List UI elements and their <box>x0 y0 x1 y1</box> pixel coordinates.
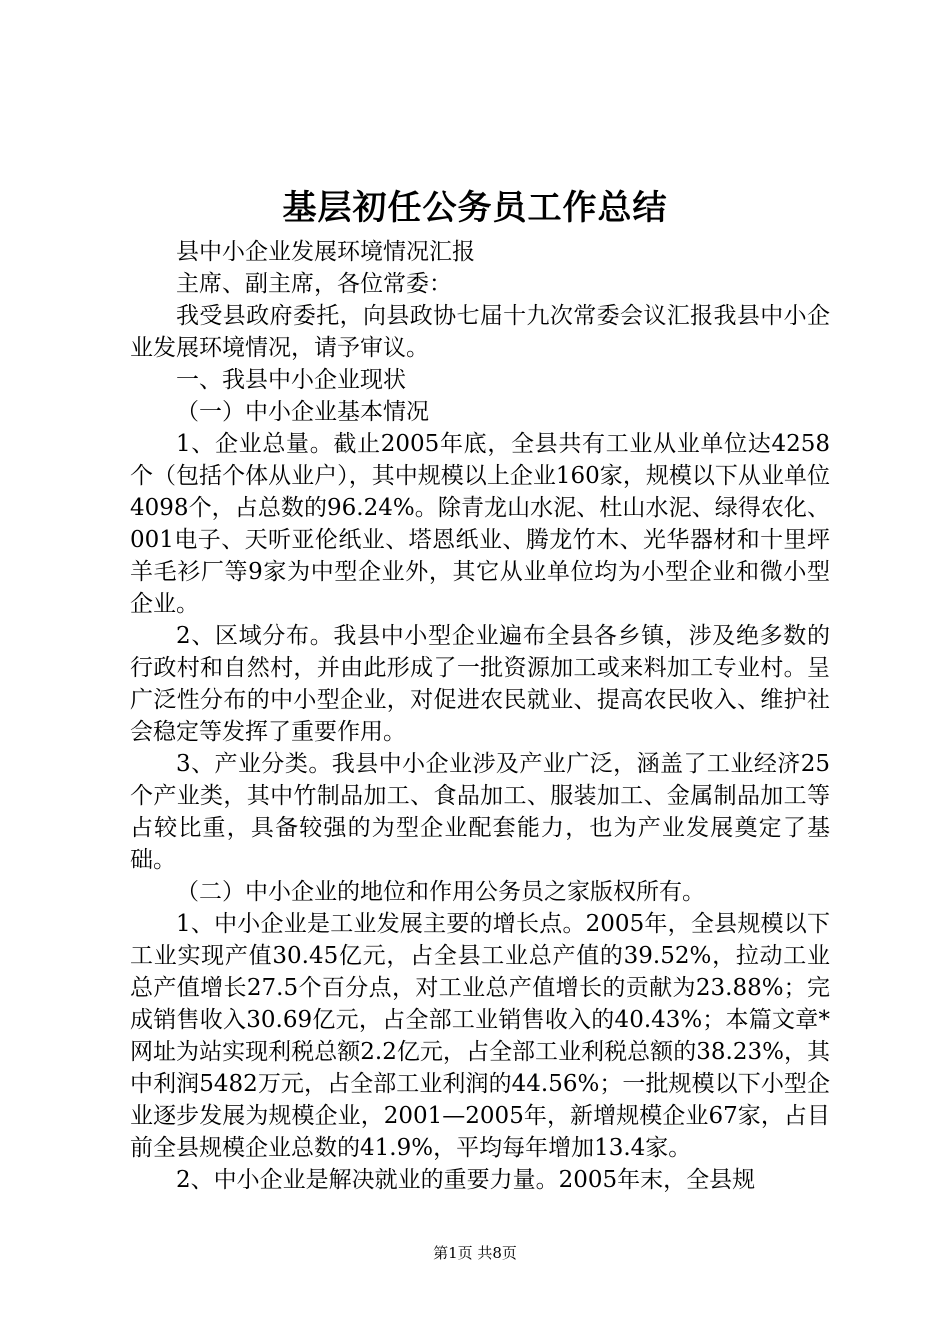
paragraph-growth-point: 1、中小企业是工业发展主要的增长点。2005年，全县规模以下工业实现产值30.45亿元，占全县工业总产值的39.52%，拉动工业总产值增长27.5个百分点，对工业总产值增长的贡献为23.88%；完成销售收入30.69亿元，占全部工业销售收入的40.43%；本篇文章*网址为站实现利税总额2.2亿元，占全部工业利税总额的38.23%，其中利润5482万元，占全部工业利润的44.56%；一批规模以下小型企业逐步发展为规模企业，2001—2005年，新增规模企业67家，占目前全县规模企业总数的41.9%，平均每年增加13.4家。 <box>130 911 830 1161</box>
paragraph-industry-classification: 3、产业分类。我县中小企业涉及产业广泛，涵盖了工业经济25个产业类，其中竹制品加工、食品加工、服装加工、金属制品加工等占较比重，具备较强的为型企业配套能力，也为产业发展奠定了基础。 <box>130 751 830 873</box>
document-body <box>130 236 830 1196</box>
document-title: 基层初任公务员工作总结 <box>282 188 668 228</box>
paragraph-regional-distribution: 2、区域分布。我县中小型企业遍布全县各乡镇，涉及绝多数的行政村和自然村，并由此形成了一批资源加工或来料加工专业村。呈广泛性分布的中小型企业，对促进农民就业、提高农民收入、维护社会稳定等发挥了重要作用。 <box>130 623 830 745</box>
subsection-heading-2: （二）中小企业的地位和作用公务员之家版权所有。 <box>176 879 705 905</box>
section-heading-1: 一、我县中小企业现状 <box>176 367 406 393</box>
paragraph-enterprise-total: 1、企业总量。截止2005年底，全县共有工业从业单位达4258个（包括个体从业户），其中规模以上企业160家，规模以下从业单位4098个，占总数的96.24%。除青龙山水泥、杜山水泥、绿得农化、001电子、天听亚伦纸业、塔恩纸业、腾龙竹木、光华器材和十里坪羊毛衫厂等9家为中型企业外，其它从业单位均为小型企业和微小型企业。 <box>130 431 830 617</box>
paragraph-intro: 我受县政府委托，向县政协七届十九次常委会议汇报我县中小企业发展环境情况，请予审议。 <box>130 303 830 361</box>
paragraph-report-heading: 县中小企业发展环境情况汇报 <box>176 239 475 265</box>
subsection-heading-1: （一）中小企业基本情况 <box>176 399 429 425</box>
paragraph-salutation: 主席、副主席，各位常委： <box>176 271 452 297</box>
page-number-footer: 第1页 共8页 <box>433 1244 517 1262</box>
paragraph-employment: 2、中小企业是解决就业的重要力量。2005年末，全县规 <box>176 1167 756 1193</box>
